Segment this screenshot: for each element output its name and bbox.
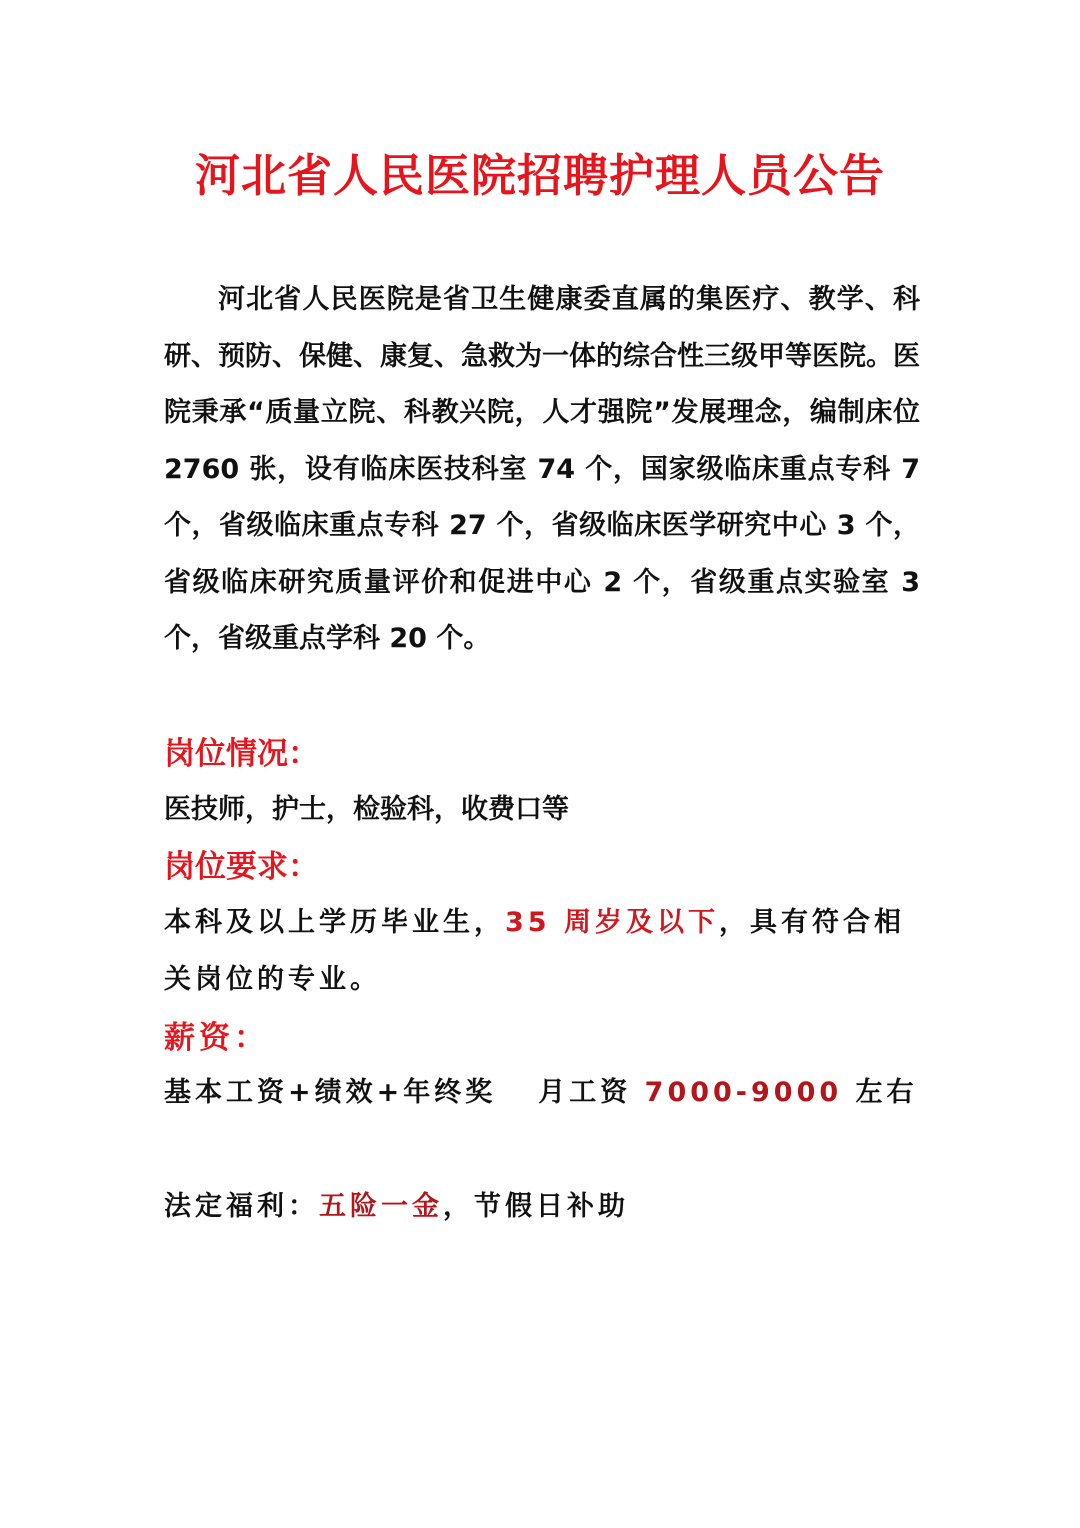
page-title: 河北省人民医院招聘护理人员公告 — [194, 149, 885, 202]
benefits-text — [164, 1178, 920, 1235]
positions-text: 医技师，护士，检验科，收费口等 — [164, 794, 569, 825]
requirements-text-after: ，具有符合相关岗位的专业。 — [164, 907, 905, 995]
positions-label: 岗位情况： — [164, 736, 319, 772]
benefits-rest: ，节假日补助 — [443, 1191, 629, 1222]
monthly-salary-label: 月工资 — [538, 1077, 645, 1108]
monthly-salary-value: 7000-9000 — [644, 1077, 843, 1108]
salary-structure: 基本工资+绩效+年终奖 — [164, 1077, 497, 1108]
salary-label: 薪资： — [164, 1020, 269, 1056]
salary-text — [164, 1064, 920, 1121]
requirements-text-before: 本科及以上学历毕业生， — [164, 907, 505, 938]
requirements-text — [164, 894, 920, 1008]
benefits-label: 法定福利： — [164, 1191, 319, 1222]
monthly-salary-suffix: 左右 — [842, 1077, 918, 1108]
intro-paragraph: 河北省人民医院是省卫生健康委直属的集医疗、教学、科研、预防、保健、康复、急救为一体的综合性三级甲等医院。医院秉承“质量立院、科教兴院，人才强院”发展理念，编制床位 2760 张，设有临床医技科室 74 个，国家级临床重点专科 7 个，省级临床重点专科 27 个，省级临床医学研究中心 3 个，省级临床研究质量评价和促进中心 2 个，省级重点实验室 3 个，省级重点学科 20 个。 — [164, 284, 920, 654]
age-limit-highlight: 35 周岁及以下 — [505, 907, 719, 938]
requirements-label: 岗位要求： — [164, 849, 319, 885]
benefits-highlight: 五险一金 — [319, 1191, 443, 1222]
